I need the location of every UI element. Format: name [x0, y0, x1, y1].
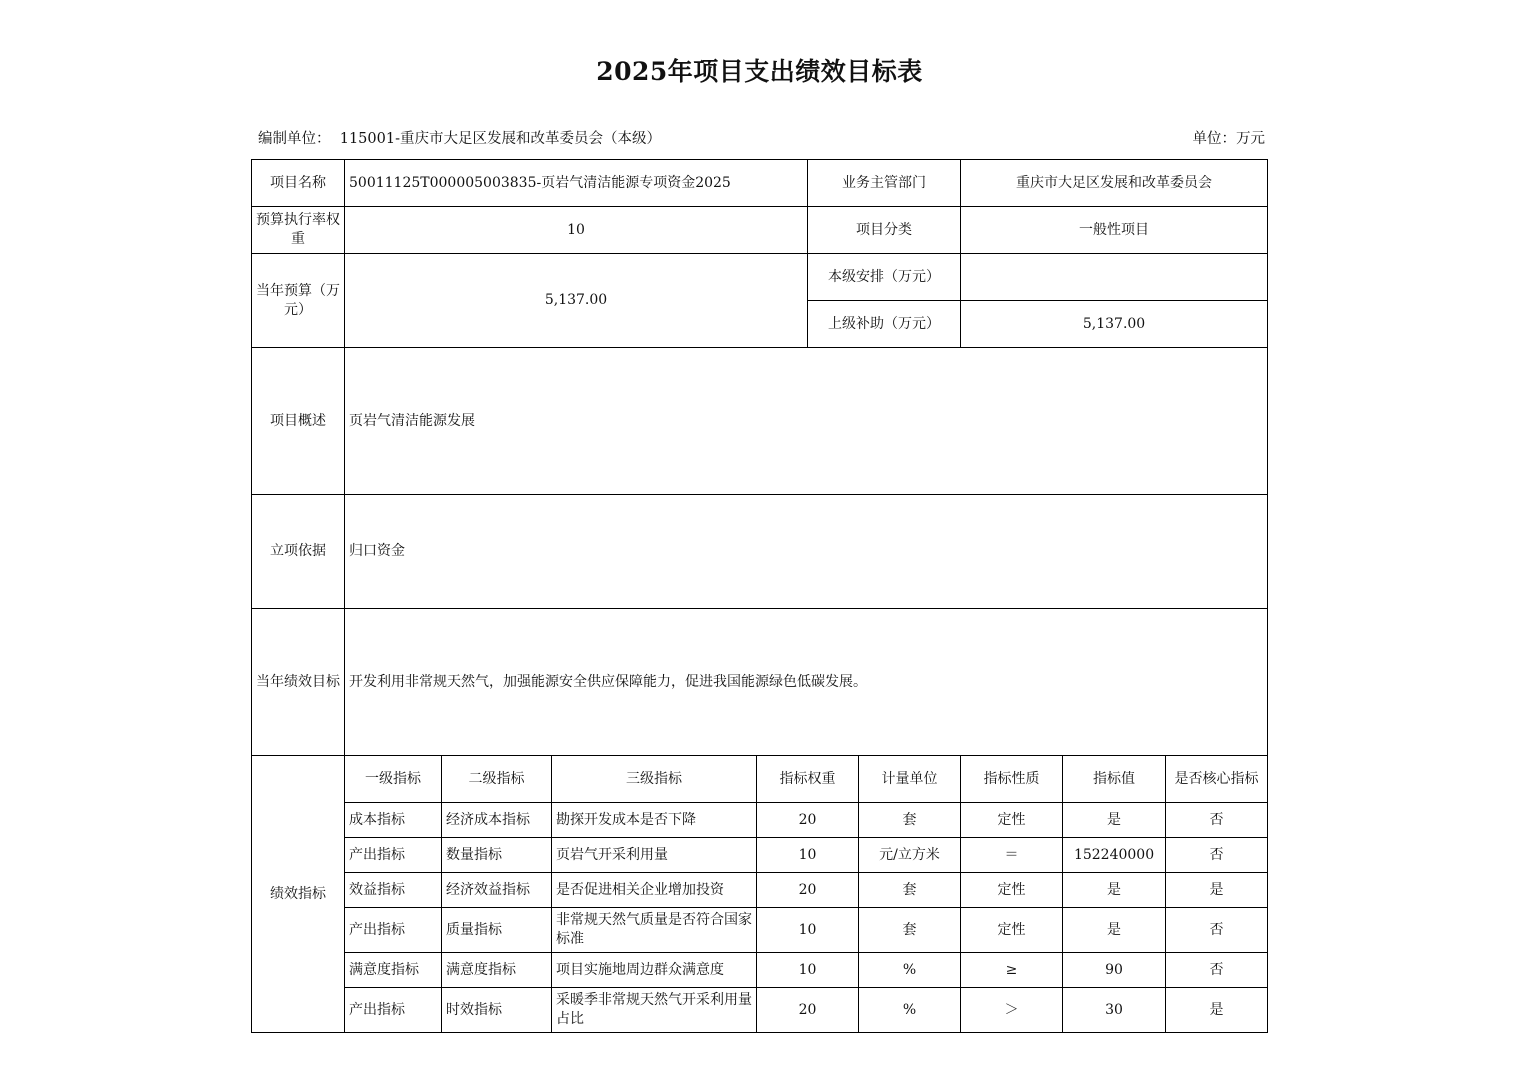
indicator-value: 152240000: [1063, 838, 1166, 873]
indicator-nature: 定性: [961, 873, 1063, 908]
indicator-unit: 套: [859, 803, 961, 838]
category-label: 项目分类: [808, 207, 961, 254]
indicator-l3: 非常规天然气质量是否符合国家标准: [552, 908, 757, 953]
indicator-unit: %: [859, 988, 961, 1033]
indicator-value: 是: [1063, 908, 1166, 953]
indicator-weight: 20: [757, 803, 859, 838]
indicator-header-unit: 计量单位: [859, 756, 961, 803]
basis-value: 归口资金: [345, 495, 1268, 609]
indicator-header-l1: 一级指标: [345, 756, 442, 803]
table-row: [252, 873, 1268, 908]
project-name-label: 项目名称: [252, 160, 345, 207]
indicator-l2: 质量指标: [442, 908, 552, 953]
indicator-weight: 20: [757, 873, 859, 908]
dept-value: 重庆市大足区发展和改革委员会: [961, 160, 1268, 207]
indicator-unit: 套: [859, 908, 961, 953]
indicator-core: 否: [1166, 953, 1268, 988]
indicator-header-l2: 二级指标: [442, 756, 552, 803]
indicator-unit: 元/立方米: [859, 838, 961, 873]
category-value: 一般性项目: [961, 207, 1268, 254]
indicator-nature: 定性: [961, 908, 1063, 953]
indicator-l1: 满意度指标: [345, 953, 442, 988]
indicator-nature: ＞: [961, 988, 1063, 1033]
indicator-l3: 是否促进相关企业增加投资: [552, 873, 757, 908]
upper-value: 5,137.00: [961, 301, 1268, 348]
indicator-l1: 产出指标: [345, 908, 442, 953]
indicator-value: 是: [1063, 803, 1166, 838]
indicator-l2: 满意度指标: [442, 953, 552, 988]
indicator-nature: 定性: [961, 803, 1063, 838]
table-row: [252, 953, 1268, 988]
indicator-l3: 采暖季非常规天然气开采利用量占比: [552, 988, 757, 1033]
indicator-unit: 套: [859, 873, 961, 908]
indicator-weight: 10: [757, 908, 859, 953]
goal-value: 开发利用非常规天然气，加强能源安全供应保障能力，促进我国能源绿色低碳发展。: [345, 609, 1268, 756]
local-label: 本级安排（万元）: [808, 254, 961, 301]
indicator-value: 30: [1063, 988, 1166, 1033]
overview-value: 页岩气清洁能源发展: [345, 348, 1268, 495]
indicator-unit: %: [859, 953, 961, 988]
indicator-l3: 页岩气开采利用量: [552, 838, 757, 873]
overview-label: 项目概述: [252, 348, 345, 495]
table-row: [252, 908, 1268, 953]
basis-label: 立项依据: [252, 495, 345, 609]
indicator-header-weight: 指标权重: [757, 756, 859, 803]
indicator-header-value: 指标值: [1063, 756, 1166, 803]
compiling-unit-value: 115001-重庆市大足区发展和改革委员会（本级）: [339, 131, 661, 147]
indicator-header-nature: 指标性质: [961, 756, 1063, 803]
indicator-weight: 10: [757, 838, 859, 873]
indicator-l2: 时效指标: [442, 988, 552, 1033]
indicator-value: 90: [1063, 953, 1166, 988]
indicator-l2: 经济效益指标: [442, 873, 552, 908]
performance-target-table: [251, 159, 1268, 1033]
indicator-core: 否: [1166, 838, 1268, 873]
indicator-l1: 效益指标: [345, 873, 442, 908]
indicator-core: 是: [1166, 988, 1268, 1033]
indicator-l1: 产出指标: [345, 838, 442, 873]
budget-label: 当年预算（万元）: [252, 254, 345, 348]
exec-rate-value: 10: [345, 207, 808, 254]
indicator-l1: 产出指标: [345, 988, 442, 1033]
compiling-unit: [258, 127, 661, 148]
indicator-core: 否: [1166, 803, 1268, 838]
indicator-core: 否: [1166, 908, 1268, 953]
indicators-label: 绩效指标: [252, 756, 345, 1033]
indicator-weight: 10: [757, 953, 859, 988]
local-value: [961, 254, 1268, 301]
indicator-header-l3: 三级指标: [552, 756, 757, 803]
indicator-value: 是: [1063, 873, 1166, 908]
indicator-core: 是: [1166, 873, 1268, 908]
indicator-nature: ≥: [961, 953, 1063, 988]
compiling-unit-label: 编制单位：: [258, 131, 331, 147]
exec-rate-label: 预算执行率权重: [252, 207, 345, 254]
indicator-nature: ＝: [961, 838, 1063, 873]
table-row: [252, 803, 1268, 838]
dept-label: 业务主管部门: [808, 160, 961, 207]
indicator-l2: 经济成本指标: [442, 803, 552, 838]
upper-label: 上级补助（万元）: [808, 301, 961, 348]
goal-label: 当年绩效目标: [252, 609, 345, 756]
project-name-value: 50011125T000005003835-页岩气清洁能源专项资金2025: [345, 160, 808, 207]
indicator-weight: 20: [757, 988, 859, 1033]
table-row: [252, 838, 1268, 873]
currency-unit: 单位：万元: [1192, 131, 1265, 147]
indicator-l1: 成本指标: [345, 803, 442, 838]
budget-value: 5,137.00: [345, 254, 808, 348]
indicator-l3: 勘探开发成本是否下降: [552, 803, 757, 838]
indicator-l2: 数量指标: [442, 838, 552, 873]
indicator-header-core: 是否核心指标: [1166, 756, 1268, 803]
indicator-l3: 项目实施地周边群众满意度: [552, 953, 757, 988]
table-row: [252, 988, 1268, 1033]
page-title: 2025年项目支出绩效目标表: [596, 57, 923, 86]
